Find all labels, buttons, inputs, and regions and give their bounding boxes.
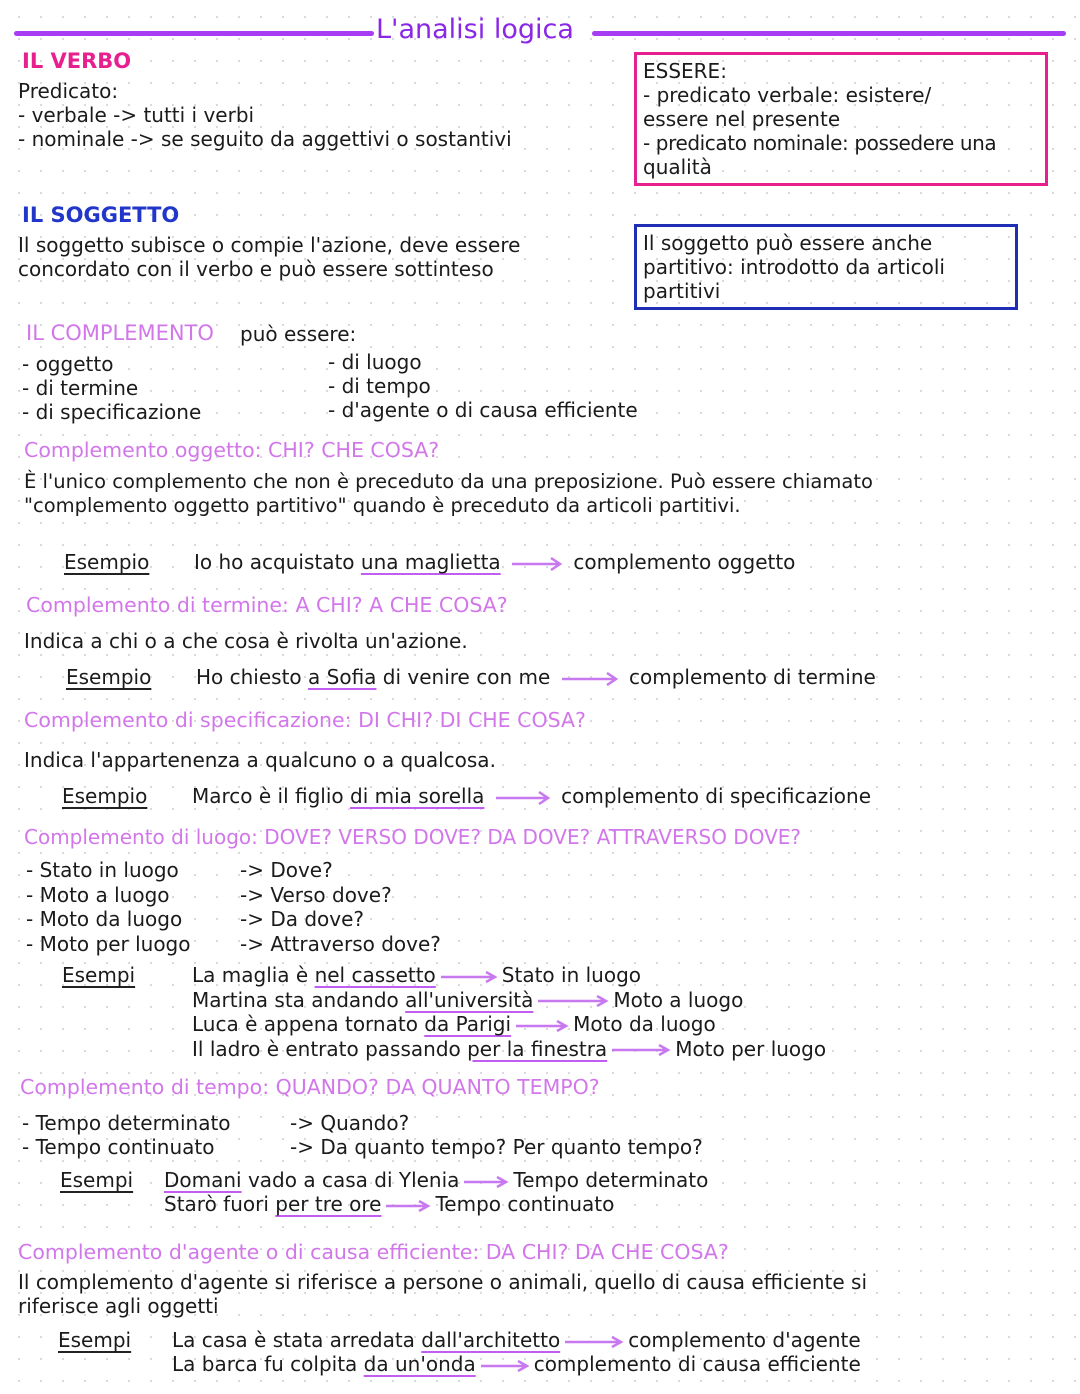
example-text: Luca è appena tornato: [192, 1012, 425, 1036]
example-result: Tempo continuato: [435, 1192, 615, 1216]
tempo-type: - Tempo continuato: [22, 1135, 215, 1159]
example-text: La casa è stata arredata: [172, 1328, 422, 1352]
example-text: di venire con me: [376, 665, 551, 689]
specificazione-text: Indica l'appartenenza a qualcuno o a qualcosa.: [24, 748, 496, 772]
arrow-right-icon: [537, 995, 609, 1007]
example-highlight: all'università: [405, 987, 534, 1012]
example-text: Ho chiesto: [196, 665, 309, 689]
arrow-right-icon: [480, 1360, 530, 1372]
example-highlight: per tre ore: [275, 1192, 382, 1216]
luogo-example: [192, 963, 826, 988]
luogo-question: -> Verso dove?: [240, 882, 392, 907]
example-text: Il ladro è entrato passando: [192, 1036, 468, 1061]
specificazione-heading: Complemento di specificazione: DI CHI? DI CHE COSA?: [24, 708, 586, 732]
luogo-examples: [192, 963, 826, 1061]
soggetto-box-line: Il soggetto può essere anche: [643, 231, 933, 255]
luogo-question: -> Da dove?: [240, 907, 365, 931]
verbo-heading: IL VERBO: [22, 49, 132, 73]
verbo-line: - verbale -> tutti i verbi: [18, 103, 255, 127]
termine-example-label: Esempio: [66, 665, 152, 689]
specificazione-example-label: Esempio: [62, 784, 148, 808]
page-title: L'analisi logica: [376, 14, 574, 45]
termine-example: [196, 665, 876, 689]
complemento-item: - oggetto: [22, 352, 114, 376]
essere-line: qualità: [643, 155, 712, 179]
tempo-heading: Complemento di tempo: QUANDO? DA QUANTO TEMPO?: [20, 1075, 600, 1099]
termine-text: Indica a chi o a che cosa è rivolta un'azione.: [24, 629, 468, 653]
tempo-example: [164, 1192, 708, 1216]
verbo-line: - nominale -> se seguito da aggettivi o sostantivi: [18, 127, 512, 151]
oggetto-example-label: Esempio: [64, 550, 150, 574]
title-bar-right: [592, 31, 1066, 36]
example-result: Tempo determinato: [513, 1168, 709, 1192]
example-text: La barca fu colpita: [172, 1352, 364, 1376]
example-highlight: Domani: [164, 1168, 242, 1192]
agente-heading: Complemento d'agente o di causa efficiente: DA CHI? DA CHE COSA?: [18, 1240, 729, 1264]
example-result: Moto da luogo: [573, 1012, 716, 1036]
oggetto-line: È l'unico complemento che non è preceduto da una preposizione. Può essere chiamato: [24, 470, 873, 493]
specificazione-example: [192, 784, 871, 808]
essere-line: - predicato nominale: possedere una: [643, 131, 997, 155]
example-result: Moto a luogo: [613, 987, 744, 1012]
arrow-right-icon: [611, 1044, 671, 1056]
oggetto-text: [24, 470, 873, 518]
example-result: complemento di termine: [629, 665, 876, 689]
luogo-question: -> Attraverso dove?: [240, 931, 441, 956]
tempo-type: - Tempo determinato: [22, 1111, 231, 1135]
essere-line: - predicato verbale: esistere/: [643, 83, 932, 107]
agente-example: [172, 1352, 861, 1376]
luogo-example: [192, 988, 826, 1013]
luogo-questions: [240, 858, 441, 956]
example-highlight: nel cassetto: [314, 963, 436, 987]
soggetto-line: Il soggetto subisce o compie l'azione, deve essere: [18, 233, 521, 257]
complemento-item: - di tempo: [328, 374, 431, 398]
soggetto-line: concordato con il verbo e può essere sottinteso: [18, 257, 494, 281]
agente-text: [18, 1270, 867, 1318]
tempo-question: -> Da quanto tempo? Per quanto tempo?: [290, 1135, 703, 1159]
example-text: Io ho acquistato: [194, 550, 361, 574]
complemento-item: - di specificazione: [22, 400, 202, 424]
complemento-item: - di termine: [22, 376, 139, 400]
tempo-examples: [164, 1168, 708, 1216]
agente-example: [172, 1328, 861, 1352]
tempo-question: -> Quando?: [290, 1111, 410, 1135]
luogo-example: [192, 1037, 826, 1062]
example-highlight: una maglietta: [360, 550, 501, 574]
example-text: La maglia è: [192, 963, 315, 987]
luogo-example: [192, 1012, 826, 1037]
tempo-example-label: Esempi: [60, 1168, 134, 1192]
oggetto-line: "complemento oggetto partitivo" quando è preceduto da articoli partitivi.: [24, 494, 741, 517]
example-result: complemento d'agente: [628, 1328, 861, 1352]
example-text: vado a casa di Ylenia: [241, 1168, 460, 1192]
luogo-example-label: Esempi: [62, 963, 136, 987]
oggetto-heading: Complemento oggetto: CHI? CHE COSA?: [24, 438, 440, 462]
example-result: complemento di causa efficiente: [533, 1352, 861, 1376]
example-result: Stato in luogo: [501, 963, 642, 987]
luogo-type: - Moto a luogo: [26, 882, 170, 907]
tempo-questions: [290, 1111, 703, 1159]
arrow-right-icon: [564, 1336, 624, 1348]
example-highlight: dall'architetto: [421, 1328, 561, 1352]
example-result: complemento di specificazione: [561, 784, 871, 808]
soggetto-box: [634, 224, 1018, 310]
essere-box: [634, 52, 1048, 186]
luogo-type: - Moto da luogo: [26, 907, 183, 931]
verbo-line: Predicato:: [18, 79, 119, 103]
luogo-type: - Moto per luogo: [26, 931, 191, 956]
agente-line: Il complemento d'agente si riferisce a persone o animali, quello di causa efficiente si: [18, 1270, 868, 1294]
arrow-right-icon: [561, 672, 619, 686]
agente-examples: [172, 1328, 861, 1376]
luogo-type: - Stato in luogo: [26, 858, 179, 882]
arrow-right-icon: [385, 1200, 431, 1212]
verbo-text: [18, 79, 512, 151]
arrow-right-icon: [511, 557, 563, 571]
oggetto-example: [194, 550, 795, 574]
tempo-types: [22, 1111, 231, 1159]
luogo-question: -> Dove?: [240, 858, 333, 882]
example-highlight: per la finestra: [467, 1036, 608, 1061]
example-text: Martina sta andando: [192, 987, 406, 1012]
example-highlight: di mia sorella: [350, 784, 485, 808]
luogo-types: [26, 858, 190, 956]
agente-example-label: Esempi: [58, 1328, 132, 1352]
example-highlight: a Sofia: [308, 665, 377, 689]
soggetto-text: [18, 233, 520, 281]
example-text: Starò fuori: [164, 1192, 276, 1216]
arrow-right-icon: [495, 791, 551, 805]
essere-line: ESSERE:: [643, 59, 727, 83]
example-highlight: da Parigi: [424, 1012, 512, 1036]
example-result: Moto per luogo: [675, 1036, 827, 1061]
termine-heading: Complemento di termine: A CHI? A CHE COSA?: [26, 593, 508, 617]
tempo-example: [164, 1168, 708, 1192]
example-text: Marco è il figlio: [192, 784, 351, 808]
arrow-right-icon: [463, 1176, 509, 1188]
luogo-heading: Complemento di luogo: DOVE? VERSO DOVE? DA DOVE? ATTRAVERSO DOVE?: [24, 825, 802, 849]
soggetto-heading: IL SOGGETTO: [22, 203, 180, 227]
title-bar-left: [14, 31, 374, 36]
complemento-list-1: [22, 352, 201, 424]
arrow-right-icon: [440, 971, 498, 983]
soggetto-box-line: partitivo: introdotto da articoli: [643, 255, 945, 279]
complemento-heading: IL COMPLEMENTO: [26, 321, 214, 345]
complemento-list-2: [328, 350, 638, 422]
complemento-item: - di luogo: [328, 350, 422, 374]
essere-line: essere nel presente: [643, 107, 841, 131]
soggetto-box-line: partitivi: [643, 279, 721, 303]
agente-line: riferisce agli oggetti: [18, 1294, 219, 1318]
example-result: complemento oggetto: [573, 550, 796, 574]
example-highlight: da un'onda: [363, 1352, 476, 1376]
arrow-right-icon: [515, 1020, 569, 1032]
complemento-intro: può essere:: [240, 322, 357, 346]
complemento-item: - d'agente o di causa efficiente: [328, 398, 638, 422]
